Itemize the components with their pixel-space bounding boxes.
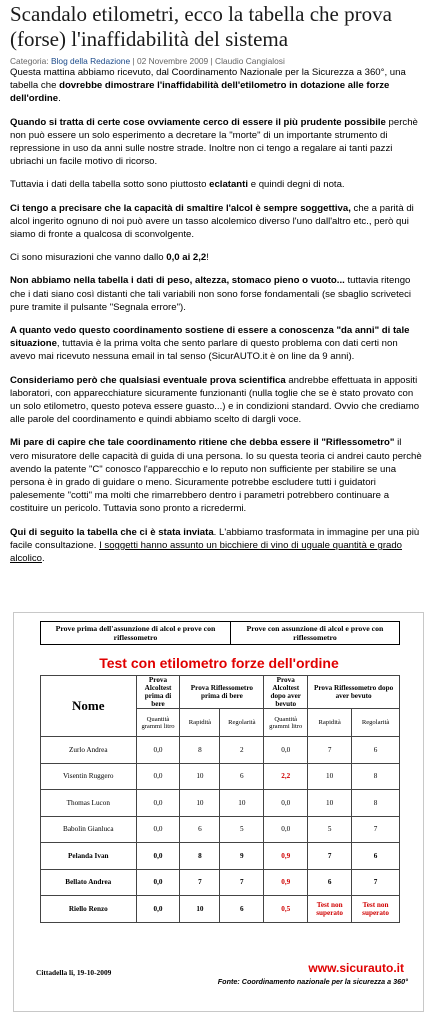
col-nome: Nome <box>41 676 137 737</box>
paragraph-5: Ci sono misurazioni che vanno dallo 0,0 ai 2,2! <box>10 252 209 264</box>
sub-quantita: Quantità grammi litro <box>136 709 180 737</box>
table-row: Bellato Andrea 0,0 7 7 0,9 6 7 <box>41 869 400 896</box>
table-row: Riello Renzo 0,0 10 6 0,5 Test non superato Test non superato <box>41 896 400 923</box>
table-image-frame <box>13 612 424 1012</box>
col-alcol-prima: Prova Alcoltest prima di bere <box>136 676 180 709</box>
paragraph-9: Mi pare di capire che tale coordinamento ritiene che debba essere il "Riflessometro" il vero misuratore delle capacità di guida di una persona. Io su questa teoria ci andrei cauto perchè avendo la patente "C" conosco l'apparecchio e lo reputo non sufficiente per stabilire se una persona è in grado di guidare o meno. Sicuramente potrebbe escludere tutti i guidatori palesemente "cotti" ma molti che rimarrebbero dentro i parametri potrebbero continuare a costituire un pericolo. Tuttavia sono pronto a ricredermi. <box>10 437 422 515</box>
paragraph-4: Ci tengo a precisare che la capacità di smaltire l'alcol è sempre soggettiva, che a parità di alcol ingerito ognuno di noi può avere un tasso alcolemico diverso l'uno dall'altro etc., però qui siamo di fronte a qualcosa di sconvolgente. <box>10 202 414 241</box>
col-rifl-prima: Prova Riflessometro prima di bere <box>180 676 264 709</box>
sub-rapidita: Rapidità <box>308 709 352 737</box>
table-image <box>22 621 416 1003</box>
date-author: | 02 Novembre 2009 | Claudio Cangialosi <box>130 56 285 66</box>
category-link[interactable]: Blog della Redazione <box>50 56 131 66</box>
table-row: Pelanda Ivan 0,0 8 9 0,9 7 6 <box>41 843 400 870</box>
paragraph-6: Non abbiamo nella tabella i dati di peso, altezza, stomaco pieno o vuoto... tuttavia ritengo che i dati siano così distanti che tali variabili non sono forse fondamentali (se sbaglio scriveteci pure tramite il pulsante "Segnala errore"). <box>10 275 412 313</box>
table-banner: Test con etilometro forze dell'ordine <box>99 655 339 671</box>
table-row: Babolin Gianluca 0,0 6 5 0,0 5 7 <box>41 816 400 843</box>
article-meta <box>10 56 285 66</box>
col-alcol-dopo: Prova Alcoltest dopo aver bevuto <box>264 676 308 709</box>
paragraph-8: Consideriamo però che qualsiasi eventuale prova scientifica andrebbe effettuata in appositi laboratori, con apparecchiature sicuramente funzionanti (nulla toglie che se è stato provato con un solo etilometro, questo poteva essere guasto...) e in condizioni standard. Ovvio che crediamo alle parole del coordinamento e quindi abbiamo scelto di dargli voce. <box>10 374 420 426</box>
header-after: Prove con assunzione di alcol e prove con riflessometro <box>230 622 399 645</box>
header-before: Prove prima dell'assunzione di alcol e prove con riflessometro <box>41 622 231 645</box>
table-footer-source: Fonte: Coordinamento nazionale per la sicurezza a 360° <box>217 977 408 986</box>
table-footer-place: Cittadella li, 19-10-2009 <box>36 968 112 977</box>
table-row: Thomas Lucon 0,0 10 10 0,0 10 8 <box>41 790 400 817</box>
table-row: Zurlo Andrea 0,0 8 2 0,0 7 6 <box>41 737 400 764</box>
table-row: Visentin Ruggero 0,0 10 6 2,2 10 8 <box>41 763 400 790</box>
results-table <box>40 675 400 923</box>
paragraph-1: Questa mattina abbiamo ricevuto, dal Coordinamento Nazionale per la Sicurezza a 360°, una tabella che dovrebbe dimostrare l'inaffidabilità dell'etilometro in dotazione alle forze dell'ordine. <box>10 67 406 105</box>
article-body <box>10 66 422 575</box>
sub-regolarita: Regolarità <box>220 709 264 737</box>
sub-quantita: Quantità grammi litro <box>264 709 308 737</box>
category-prefix: Categoria: <box>10 56 51 66</box>
col-rifl-dopo: Prova Riflessometro dopo aver bevuto <box>308 676 400 709</box>
paragraph-2: Quando si tratta di certe cose ovviamente cerco di essere il più prudente possibile perchè non può essere un solo esperimento a decretare la "morte" di un importante strumento di repressione in uso da anni sulle nostre strade. Inoltre non ci tengo a regalare ai tanti pazzi ubriachi un facile motivo di ricorso. <box>10 116 418 168</box>
sub-regolarita: Regolarità <box>352 709 400 737</box>
paragraph-3: Tuttavia i dati della tabella sotto sono piuttosto eclatanti e quindi degni di nota. <box>10 179 345 191</box>
table-footer-site: www.sicurauto.it <box>308 961 404 975</box>
sub-rapidita: Rapidità <box>180 709 220 737</box>
article-title: Scandalo etilometri, ecco la tabella che prova (forse) l'inaffidabilità del sistema <box>10 2 392 51</box>
table-header-box <box>40 621 400 645</box>
paragraph-10: Qui di seguito la tabella che ci è stata inviata. L'abbiamo trasformata in immagine per una più facile consultazione. I soggetti hanno assunto un bicchiere di vino di uguale quantità e grado alcolico. <box>10 526 420 565</box>
paragraph-7: A quanto vedo questo coordinamento sostiene di essere a conoscenza "da anni" di tale situazione, tuttavia è la prima volta che sento parlare di questo problema con dati certi non avevo mai ricevuto nessuna email in tal senso (SicurAUTO.it è on line da 9 anni). <box>10 325 410 363</box>
